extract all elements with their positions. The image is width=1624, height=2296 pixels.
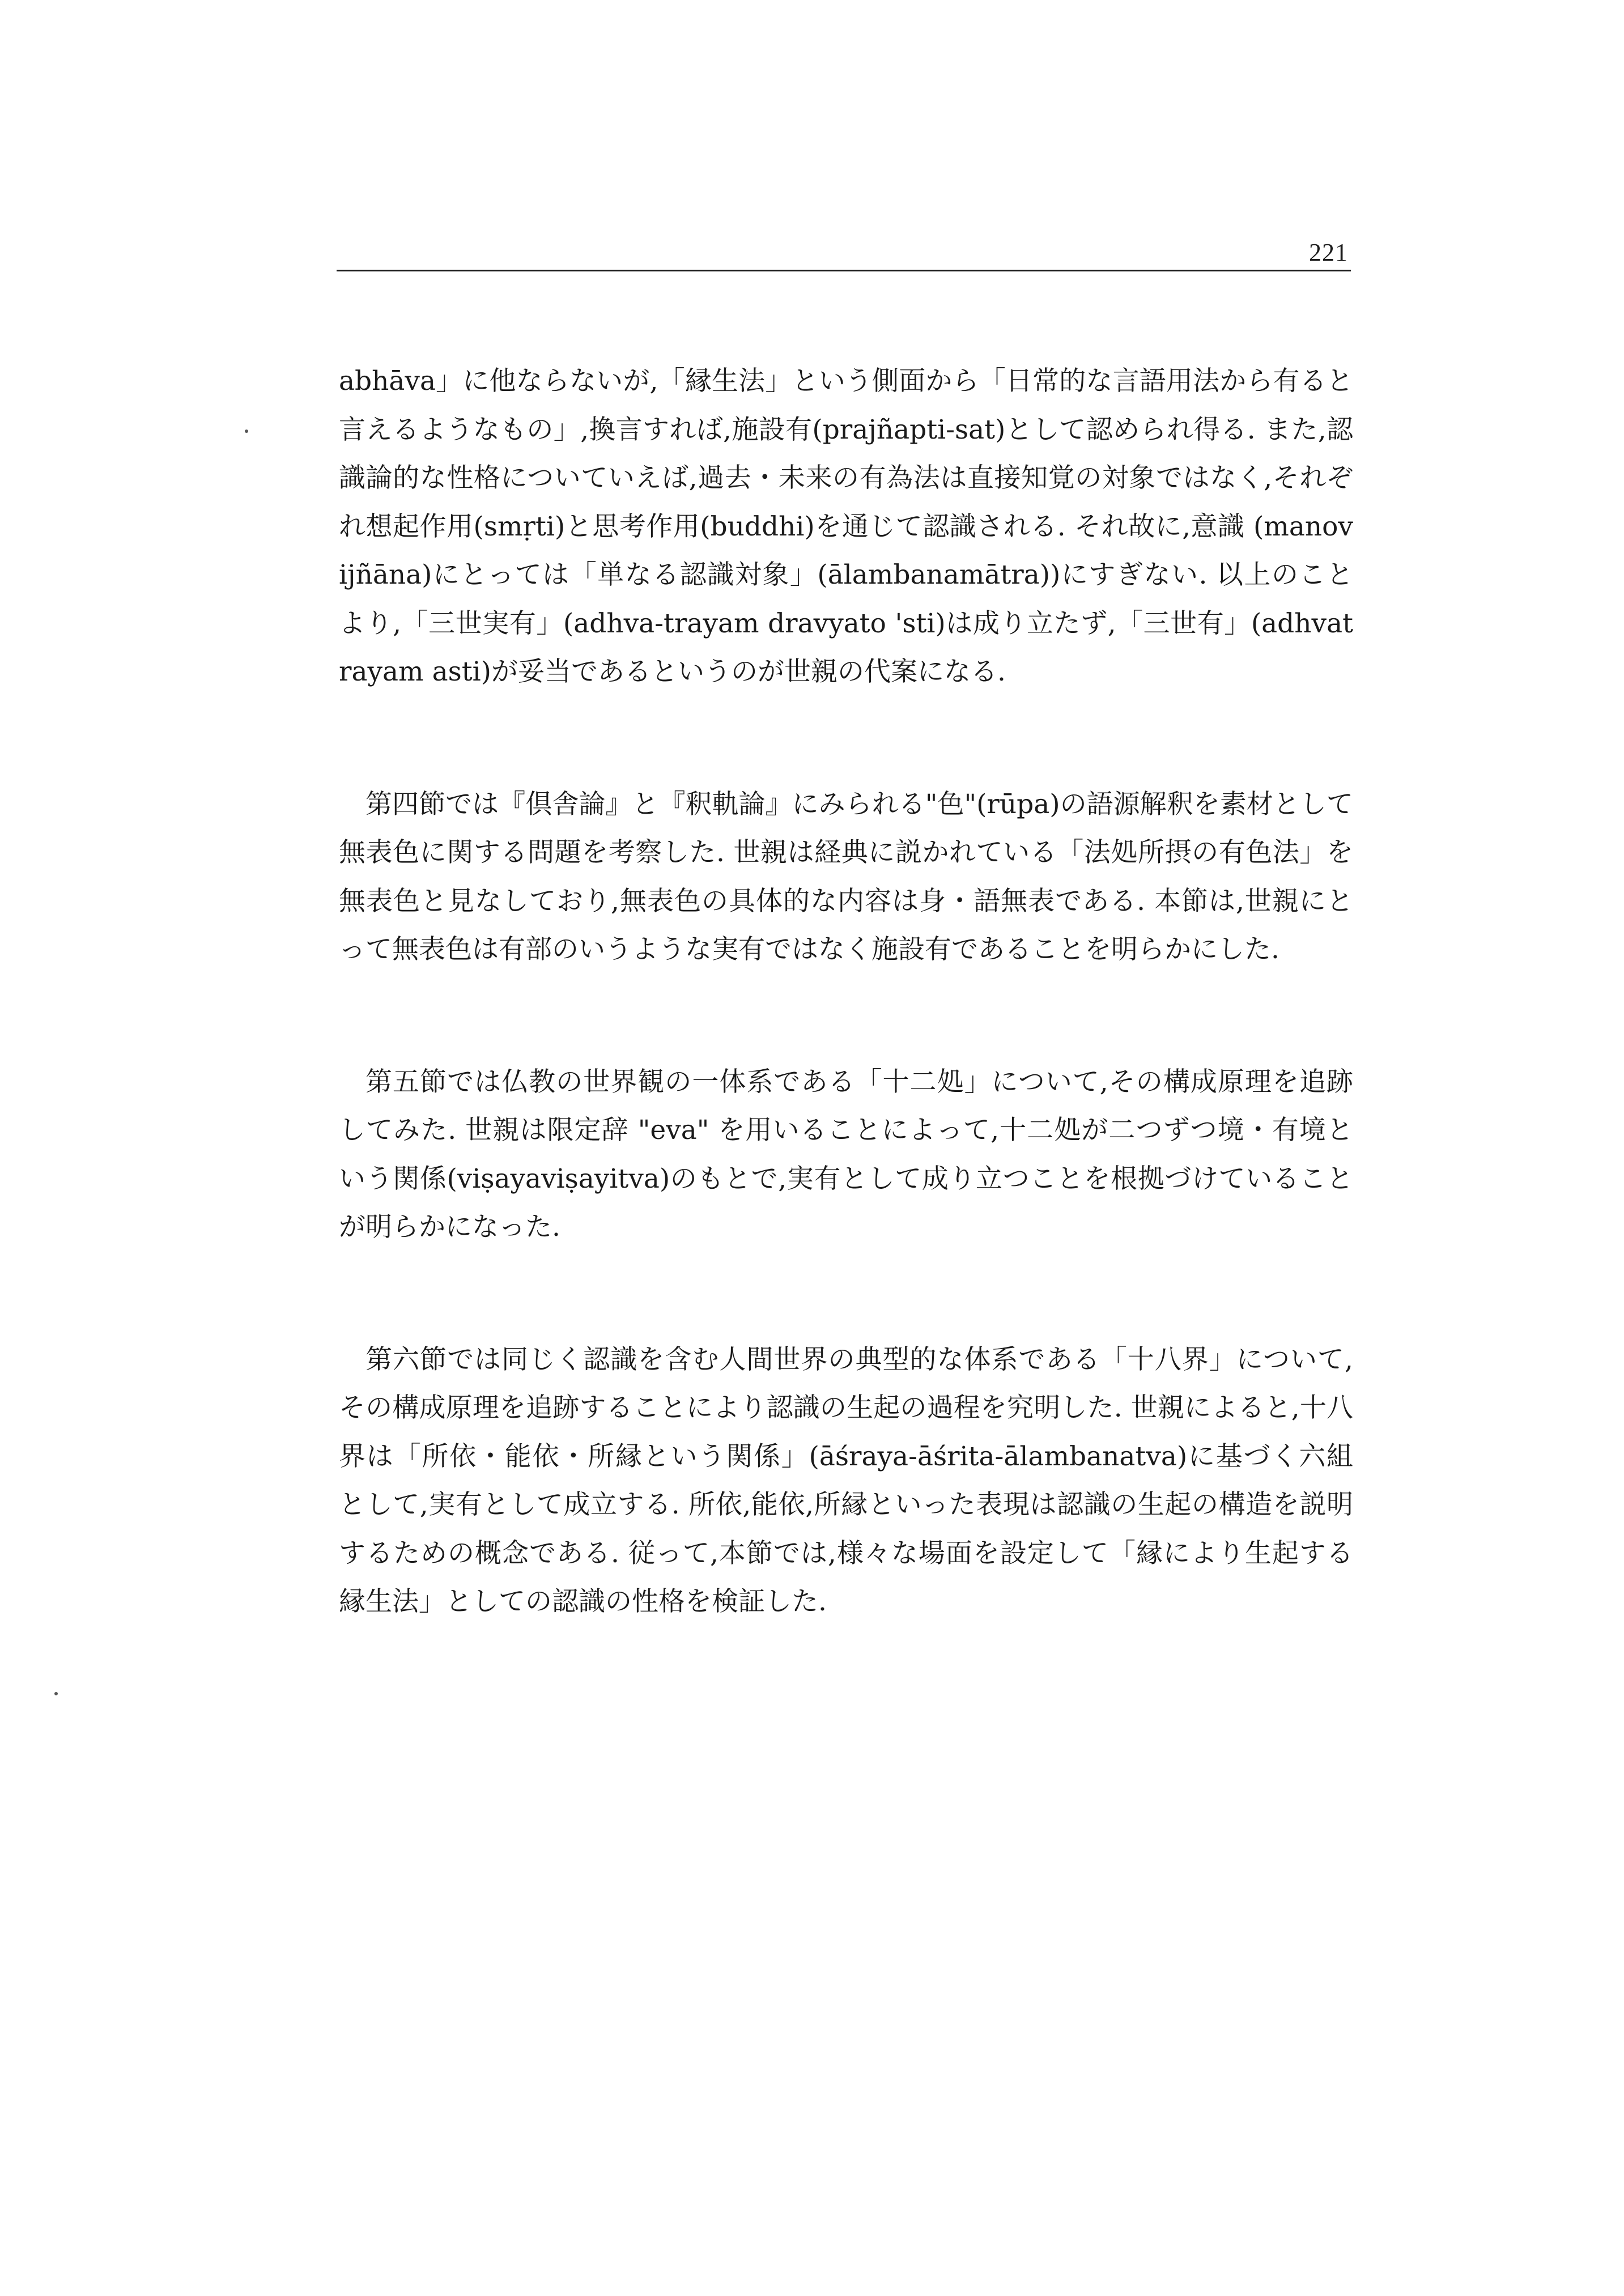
page-number: 221	[1309, 239, 1348, 266]
paragraph-3: 第五節では仏教の世界観の一体系である「十二処」について,その構成原理を追跡してみた. 世親は限定辞 "eva" を用いることによって,十二処が二つずつ境・有境という関係(viṣayaviṣayitva)のもとで,実有として成り立つことを根拠づけていることが明らかになった.	[339, 1066, 1353, 1243]
scan-speck	[54, 1692, 58, 1695]
paragraph-1: abhāva」に他ならないが,「縁生法」という側面から「日常的な言語用法から有ると言えるようなもの」,換言すれば,施設有(prajñapti-sat)として認められ得る. また,認識論的な性格についていえば,過去・未来の有為法は直接知覚の対象ではなく,それぞれ想起作用(smṛti)と思考作用(buddhi)を通じて認識される. それ故に,意識 (manovijñāna)にとっては「単なる認識対象」(ālambanamātra))にすぎない. 以上のことより,「三世実有」(adhva-trayam dravyato 'sti)は成り立たず,「三世有」(adhvatrayam asti)が妥当であるというのが世親の代案になる.	[339, 365, 1353, 687]
header-rule	[337, 270, 1351, 271]
paragraph-4: 第六節では同じく認識を含む人間世界の典型的な体系である「十八界」について,その構成原理を追跡することにより認識の生起の過程を究明した. 世親によると,十八界は「所依・能依・所縁という関係」(āśraya-āśrita-ālambanatva)に基づく六組として,実有として成立する. 所依,能依,所縁といった表現は認識の生起の構造を説明するための概念である. 従って,本節では,様々な場面を設定して「縁により生起する縁生法」としての認識の性格を検証した.	[339, 1343, 1353, 1617]
scan-speck	[245, 430, 248, 433]
paragraph-2: 第四節では『倶舎論』と『釈軌論』にみられる"色"(rūpa)の語源解釈を素材として無表色に関する問題を考察した. 世親は経典に説かれている「法処所摂の有色法」を無表色と見なしており,無表色の具体的な内容は身・語無表である. 本節は,世親にとって無表色は有部のいうような実有ではなく施設有であることを明らかにした.	[339, 788, 1353, 965]
body-text	[339, 357, 1353, 1626]
